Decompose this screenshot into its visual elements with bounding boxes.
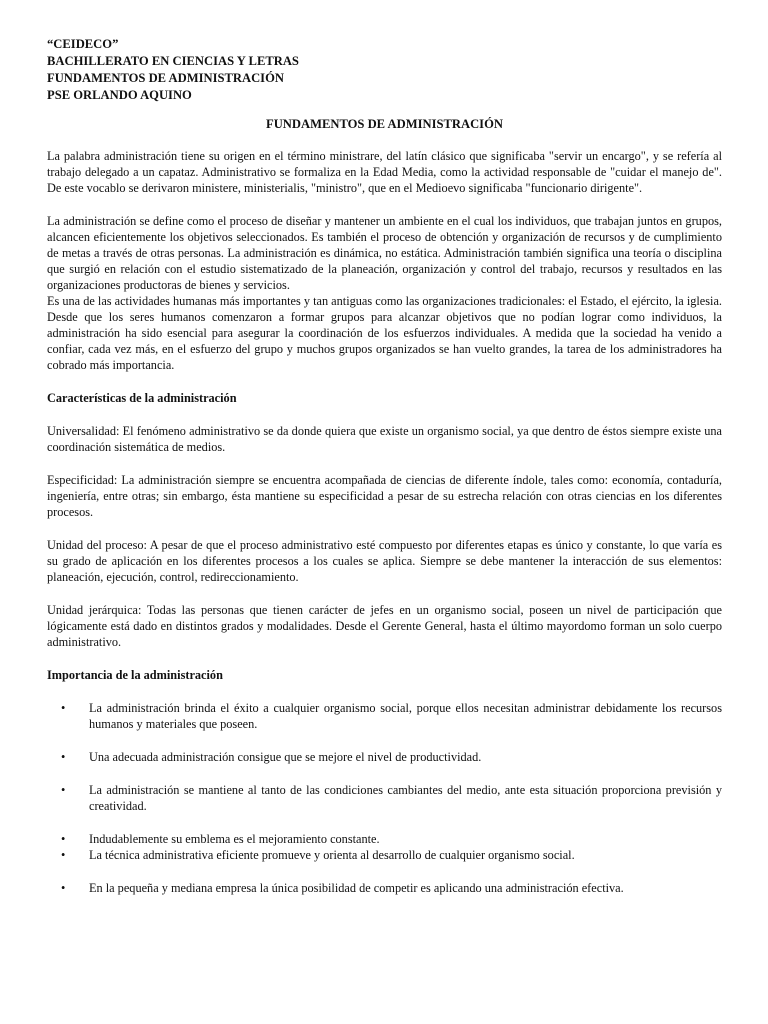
importance-heading: Importancia de la administración xyxy=(47,668,223,682)
list-item xyxy=(47,880,722,896)
intro-paragraph-history: Es una de las actividades humanas más importantes y tan antiguas como las organizaciones tradicionales: el Estado, el ejército, la iglesia. Desde que los seres humanos comenzaron a formar grupos para alcanzar objetivos que no podían lograr como individuos, la administración ha sido esencial para asegurar la coordinación de los esfuerzos individuales. A medida que la sociedad ha venido a confiar, cada vez más, en el esfuerzo del grupo y muchos grupos organizados se han vuelto grandes, la tarea de los administradores ha cobrado más importancia. xyxy=(47,294,722,372)
list-item-text: Indudablemente su emblema es el mejoramiento constante. xyxy=(89,832,380,846)
bullet-icon: • xyxy=(61,701,66,715)
list-item xyxy=(47,782,722,814)
list-item xyxy=(47,700,722,732)
list-item xyxy=(47,831,722,847)
list-item-text: En la pequeña y mediana empresa la única posibilidad de competir es aplicando una administración efectiva. xyxy=(89,881,624,895)
characteristic-unidad-proceso: Unidad del proceso: A pesar de que el proceso administrativo esté compuesto por diferentes etapas es único y constante, lo que varía es su grado de aplicación en los diferentes procesos a los cuales se aplica. Siempre se debe mantener la interacción de sus elementos: planeación, ejecución, control, redireccionamiento. xyxy=(47,538,722,584)
page-title: FUNDAMENTOS DE ADMINISTRACIÓN xyxy=(266,117,503,131)
program-name: BACHILLERATO EN CIENCIAS Y LETRAS xyxy=(47,54,299,68)
bullet-icon: • xyxy=(61,750,66,764)
list-item-text: La técnica administrativa eficiente promueve y orienta al desarrollo de cualquier organismo social. xyxy=(89,848,575,862)
bullet-icon: • xyxy=(61,832,66,846)
list-item-text: La administración brinda el éxito a cualquier organismo social, porque ellos necesitan administrar debidamente los recursos humanos y materiales que poseen. xyxy=(89,701,722,731)
list-item-text: Una adecuada administración consigue que se mejore el nivel de productividad. xyxy=(89,750,482,764)
intro-paragraph-definition: La administración se define como el proceso de diseñar y mantener un ambiente en el cual los individuos, que trabajan juntos en grupos, alcancen eficientemente los objetivos seleccionados. Es también el proceso de obtención y organización de recursos y de cumplimiento de metas a través de otras personas. La administración es dinámica, no estática. Administración también significa una teoría o disciplina que surgió en relación con el estudio sistematizado de la planeación, organización y control del trabajo, recursos y resultados en las organizaciones productoras de bienes y servicios. xyxy=(47,214,722,292)
list-item xyxy=(47,749,722,765)
document-header xyxy=(47,36,722,104)
characteristic-universalidad: Universalidad: El fenómeno administrativo se da donde quiera que existe un organismo social, ya que dentro de éstos siempre existe una coordinación sistemática de medios. xyxy=(47,424,722,454)
characteristic-especificidad: Especificidad: La administración siempre se encuentra acompañada de ciencias de diferente índole, tales como: economía, contaduría, ingeniería, entre otras; sin embargo, ésta mantiene su especificidad a pesar de su estrecha relación con otras ciencias en los diferentes procesos. xyxy=(47,473,722,519)
teacher-name: PSE ORLANDO AQUINO xyxy=(47,88,192,102)
school-name: “CEIDECO” xyxy=(47,37,119,51)
course-name: FUNDAMENTOS DE ADMINISTRACIÓN xyxy=(47,71,284,85)
bullet-icon: • xyxy=(61,783,66,797)
characteristics-heading: Características de la administración xyxy=(47,391,237,405)
list-item-text: La administración se mantiene al tanto de las condiciones cambiantes del medio, ante esta situación proporciona previsión y creatividad. xyxy=(89,783,722,813)
bullet-icon: • xyxy=(61,881,66,895)
characteristic-unidad-jerarquica: Unidad jerárquica: Todas las personas que tienen carácter de jefes en un organismo social, poseen un nivel de participación que lógicamente está dado en distintos grados y modalidades. Desde el Gerente General, hasta el último mayordomo forman un solo cuerpo administrativo. xyxy=(47,603,722,649)
intro-paragraph-origin: La palabra administración tiene su origen en el término ministrare, del latín clásico que significaba "servir un encargo", y se refería al trabajo delegado a un capataz. Administrativo se formaliza en la Edad Media, como la actividad responsable de "cuidar el manejo de". De este vocablo se derivaron ministere, ministerialis, "ministro", que en el Medioevo significaba "funcionario dirigente". xyxy=(47,149,722,195)
bullet-icon: • xyxy=(61,848,66,862)
importance-list xyxy=(47,700,722,896)
list-item xyxy=(47,847,722,863)
